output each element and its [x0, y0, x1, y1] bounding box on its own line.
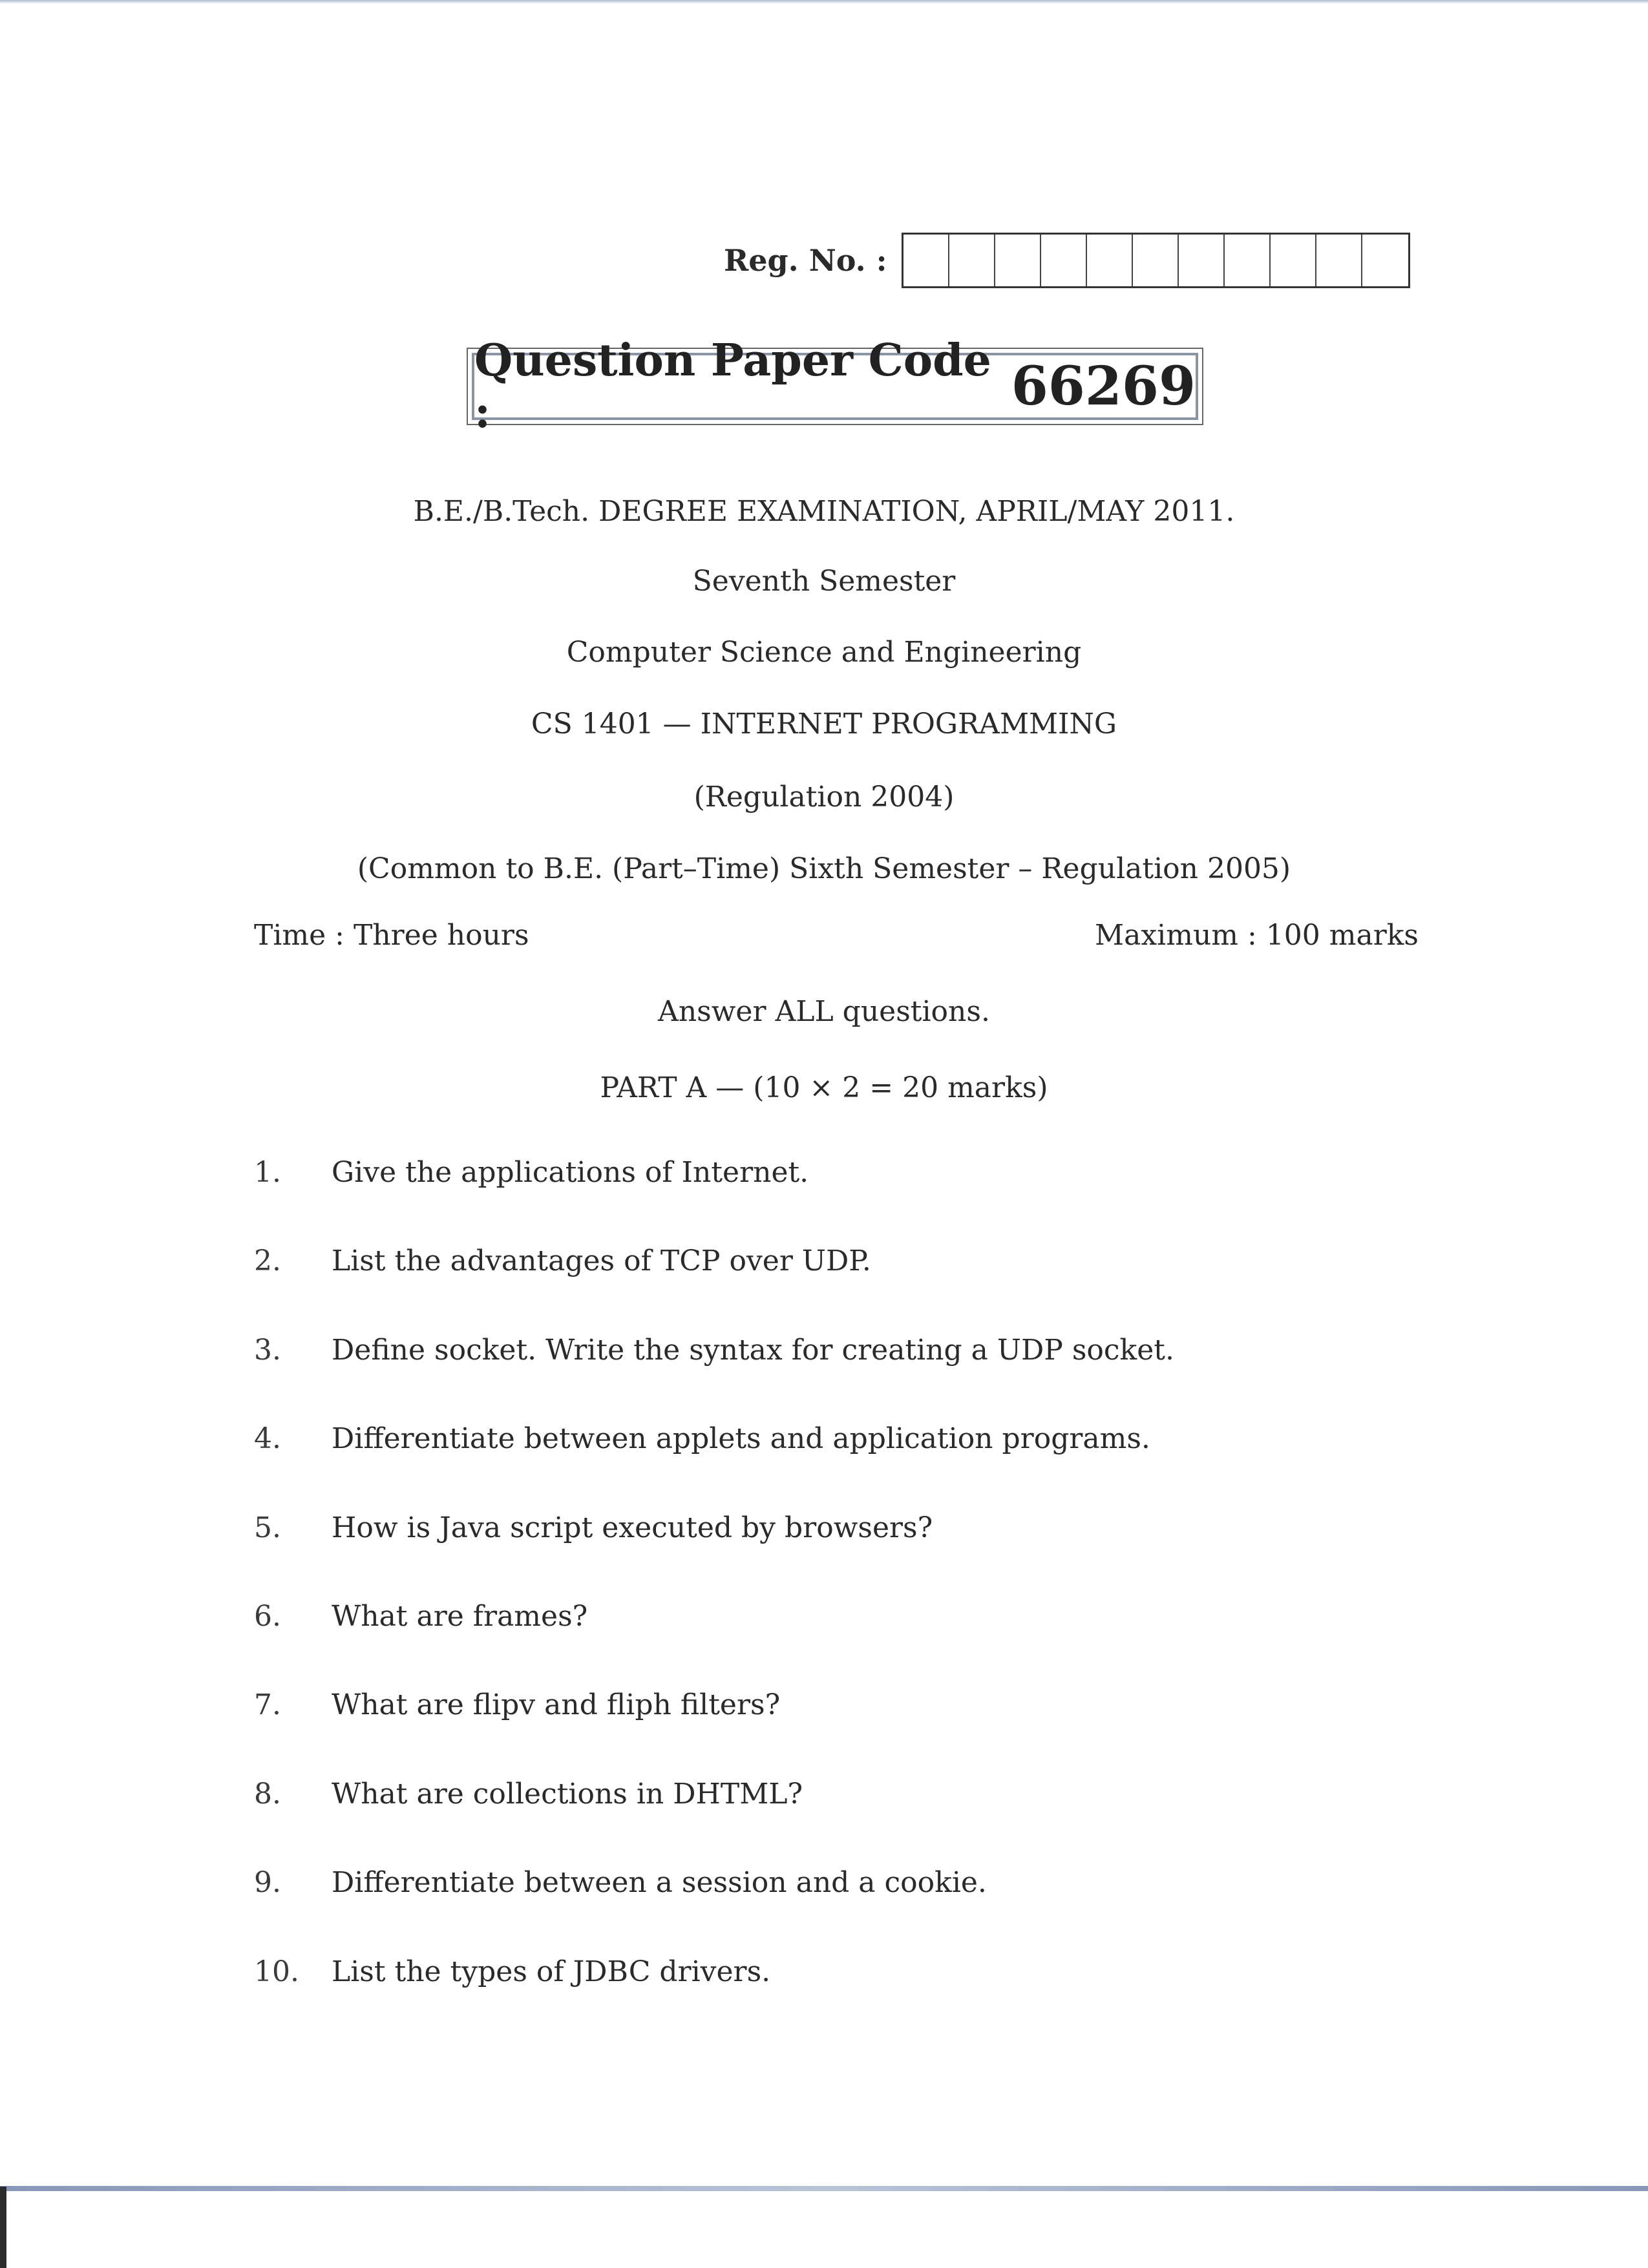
- scan-edge-left: [0, 2187, 6, 2268]
- common-to: (Common to B.E. (Part–Time) Sixth Semester – Regulation 2005): [357, 852, 1291, 885]
- question-number: 2.: [254, 1244, 281, 1278]
- question-item: [254, 1776, 1482, 1865]
- question-item: [254, 1687, 1482, 1776]
- reg-no-digit-box: [995, 235, 1041, 286]
- question-item: [254, 1954, 1482, 2042]
- reg-no-digit-box: [903, 235, 949, 286]
- question-number: 8.: [254, 1777, 281, 1811]
- question-text: What are flipv and fliph filters?: [332, 1688, 781, 1722]
- question-item: [254, 1332, 1482, 1421]
- question-item: [254, 1510, 1482, 1599]
- reg-no-row: [724, 233, 1410, 288]
- reg-no-digit-box: [949, 235, 995, 286]
- question-number: 10.: [254, 1955, 299, 1988]
- scan-edge-top: [0, 0, 1648, 4]
- question-item: [254, 1421, 1482, 1509]
- reg-no-label: Reg. No. :: [724, 243, 887, 278]
- question-number: 4.: [254, 1422, 281, 1456]
- course-title: CS 1401 — INTERNET PROGRAMMING: [531, 708, 1117, 740]
- question-text: List the advantages of TCP over UDP.: [332, 1244, 871, 1278]
- reg-no-digit-box: [1316, 235, 1362, 286]
- question-item: [254, 1155, 1482, 1243]
- reg-no-digit-box: [1362, 235, 1408, 286]
- question-list: [254, 1155, 1482, 2042]
- part-heading: PART A — (10 × 2 = 20 marks): [600, 1071, 1048, 1104]
- question-item: [254, 1599, 1482, 1687]
- question-item: [254, 1865, 1482, 1953]
- reg-no-digit-box: [1225, 235, 1271, 286]
- reg-no-digit-box: [1271, 235, 1316, 286]
- question-text: Define socket. Write the syntax for creating a UDP socket.: [332, 1333, 1174, 1367]
- reg-no-boxes: [902, 233, 1410, 288]
- instruction: Answer ALL questions.: [658, 995, 990, 1028]
- maximum-marks: Maximum : 100 marks: [1095, 919, 1419, 952]
- question-number: 6.: [254, 1599, 281, 1633]
- regulation: (Regulation 2004): [693, 781, 955, 814]
- question-item: [254, 1243, 1482, 1332]
- question-number: 1.: [254, 1156, 281, 1189]
- reg-no-digit-box: [1179, 235, 1225, 286]
- question-number: 7.: [254, 1688, 281, 1722]
- question-paper-code-value: 66269: [1011, 355, 1196, 417]
- question-text: Differentiate between a session and a cookie.: [332, 1866, 987, 1900]
- reg-no-digit-box: [1087, 235, 1133, 286]
- question-text: List the types of JDBC drivers.: [332, 1955, 771, 1988]
- question-number: 5.: [254, 1511, 281, 1544]
- exam-title: B.E./B.Tech. DEGREE EXAMINATION, APRIL/MAY 2011.: [413, 495, 1235, 528]
- question-text: What are collections in DHTML?: [332, 1777, 803, 1811]
- question-text: Give the applications of Internet.: [332, 1156, 809, 1189]
- reg-no-digit-box: [1133, 235, 1179, 286]
- scan-edge-bottom: [0, 2186, 1648, 2191]
- question-number: 9.: [254, 1866, 281, 1900]
- question-text: How is Java script executed by browsers?: [332, 1511, 933, 1544]
- department: Computer Science and Engineering: [566, 636, 1082, 669]
- question-text: Differentiate between applets and application programs.: [332, 1422, 1150, 1456]
- question-text: What are frames?: [332, 1599, 588, 1633]
- question-paper-code-label: Question Paper Code :: [474, 335, 991, 438]
- exam-time: Time : Three hours: [254, 919, 529, 952]
- semester: Seventh Semester: [692, 565, 956, 598]
- question-number: 3.: [254, 1333, 281, 1367]
- reg-no-digit-box: [1041, 235, 1087, 286]
- question-paper-code-box: [467, 335, 1203, 438]
- question-paper-code-inner: [472, 335, 1198, 438]
